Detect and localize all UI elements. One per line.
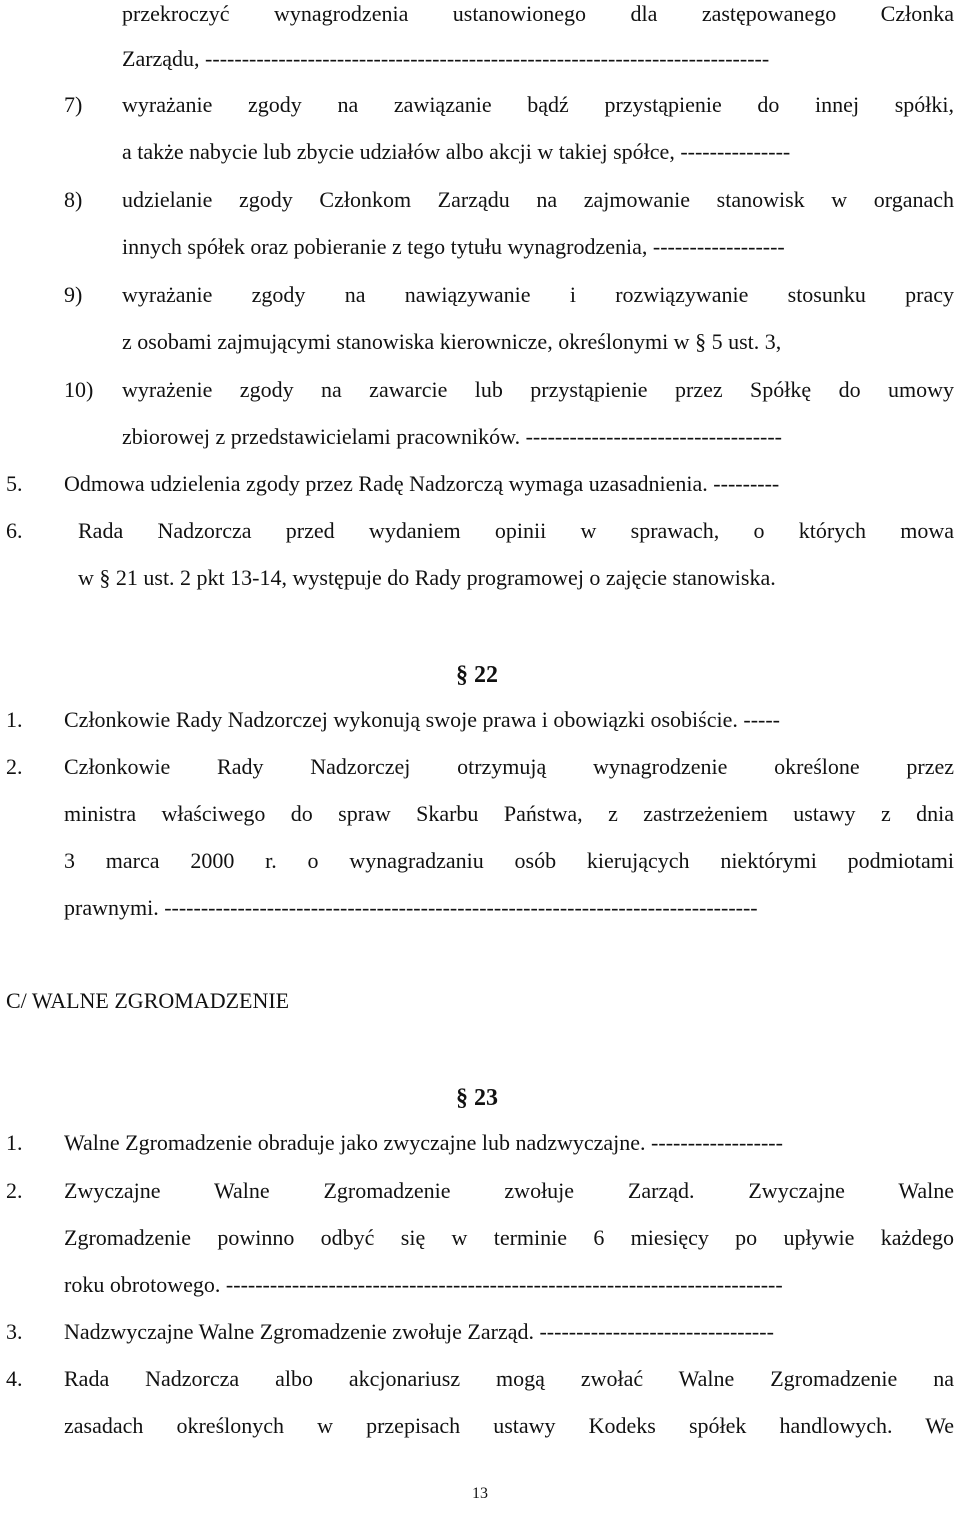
list-item-8-line-1: udzielanie zgody Członkom Zarządu na zajmowanie stanowisk w organach	[122, 187, 954, 212]
section-23-paragraph-3-number: 3.	[6, 1319, 23, 1344]
section-22-paragraph-2-number: 2.	[6, 754, 23, 779]
section-22-paragraph-2-line-4: prawnymi. ---------------------------------------------------------------------------------	[64, 895, 758, 920]
list-item-9-line-2: z osobami zajmującymi stanowiska kierownicze, określonymi w § 5 ust. 3,	[122, 329, 782, 354]
list-item-8-line-2: innych spółek oraz pobieranie z tego tytułu wynagrodzenia, ------------------	[122, 234, 785, 259]
section-23-paragraph-1-number: 1.	[6, 1130, 23, 1155]
page-number: 13	[472, 1485, 488, 1502]
list-item-6-continuation-line-2: Zarządu, -----------------------------------------------------------------------------	[122, 46, 770, 71]
section-23-paragraph-1-line-1: Walne Zgromadzenie obraduje jako zwyczajne lub nadzwyczajne. ------------------	[64, 1130, 783, 1155]
list-item-9-line-1: wyrażanie zgody na nawiązywanie i rozwiązywanie stosunku pracy	[122, 282, 954, 307]
list-item-10-line-2: zbiorowej z przedstawicielami pracowników. -----------------------------------	[122, 424, 782, 449]
section-22-paragraph-2-line-3: 3 marca 2000 r. o wynagradzaniu osób kierujących niektórymi podmiotami	[64, 848, 954, 873]
section-23-paragraph-4-number: 4.	[6, 1366, 23, 1391]
section-22-paragraph-1-line-1: Członkowie Rady Nadzorczej wykonują swoje prawa i obowiązki osobiście. -----	[64, 707, 780, 732]
list-item-7-line-2: a także nabycie lub zbycie udziałów albo akcji w takiej spółce, ---------------	[122, 139, 791, 164]
section-23-paragraph-2-line-3: roku obrotowego. ----------------------------------------------------------------------------	[64, 1272, 783, 1297]
part-c-heading: C/ WALNE ZGROMADZENIE	[6, 988, 290, 1013]
section-23-paragraph-2-line-1: Zwyczajne Walne Zgromadzenie zwołuje Zarząd. Zwyczajne Walne	[64, 1178, 954, 1203]
section-22-paragraph-1-number: 1.	[6, 707, 23, 732]
list-item-6-continuation-line-1: przekroczyć wynagrodzenia ustanowionego dla zastępowanego Członka	[122, 1, 954, 26]
list-item-10-line-1: wyrażenie zgody na zawarcie lub przystąpienie przez Spółkę do umowy	[122, 377, 954, 402]
paragraph-6-number: 6.	[6, 518, 23, 543]
section-23-paragraph-2-line-2: Zgromadzenie powinno odbyć się w terminie 6 miesięcy po upływie każdego	[64, 1225, 954, 1250]
section-23-paragraph-4-line-1: Rada Nadzorcza albo akcjonariusz mogą zwołać Walne Zgromadzenie na	[64, 1366, 954, 1391]
paragraph-6-line-2: w § 21 ust. 2 pkt 13-14, występuje do Rady programowej o zajęcie stanowiska.	[78, 565, 776, 590]
section-23-paragraph-2-number: 2.	[6, 1178, 23, 1203]
list-item-9-number: 9)	[64, 282, 83, 307]
paragraph-6-line-1: Rada Nadzorcza przed wydaniem opinii w sprawach, o których mowa	[78, 518, 954, 543]
section-22-paragraph-2-line-1: Członkowie Rady Nadzorczej otrzymują wynagrodzenie określone przez	[64, 754, 954, 779]
list-item-7-line-1: wyrażanie zgody na zawiązanie bądź przystąpienie do innej spółki,	[122, 92, 954, 117]
paragraph-5-line-1: Odmowa udzielenia zgody przez Radę Nadzorczą wymaga uzasadnienia. ---------	[64, 471, 780, 496]
section-22-heading: § 22	[456, 662, 498, 688]
paragraph-5-number: 5.	[6, 471, 23, 496]
list-item-8-number: 8)	[64, 187, 83, 212]
section-23-paragraph-3-line-1: Nadzwyczajne Walne Zgromadzenie zwołuje Zarząd. --------------------------------	[64, 1319, 774, 1344]
section-23-heading: § 23	[456, 1085, 498, 1111]
list-item-10-number: 10)	[64, 377, 94, 402]
section-22-paragraph-2-line-2: ministra właściwego do spraw Skarbu Państwa, z zastrzeżeniem ustawy z dnia	[64, 801, 954, 826]
section-23-paragraph-4-line-2: zasadach określonych w przepisach ustawy Kodeks spółek handlowych. We	[64, 1413, 954, 1438]
list-item-7-number: 7)	[64, 92, 83, 117]
